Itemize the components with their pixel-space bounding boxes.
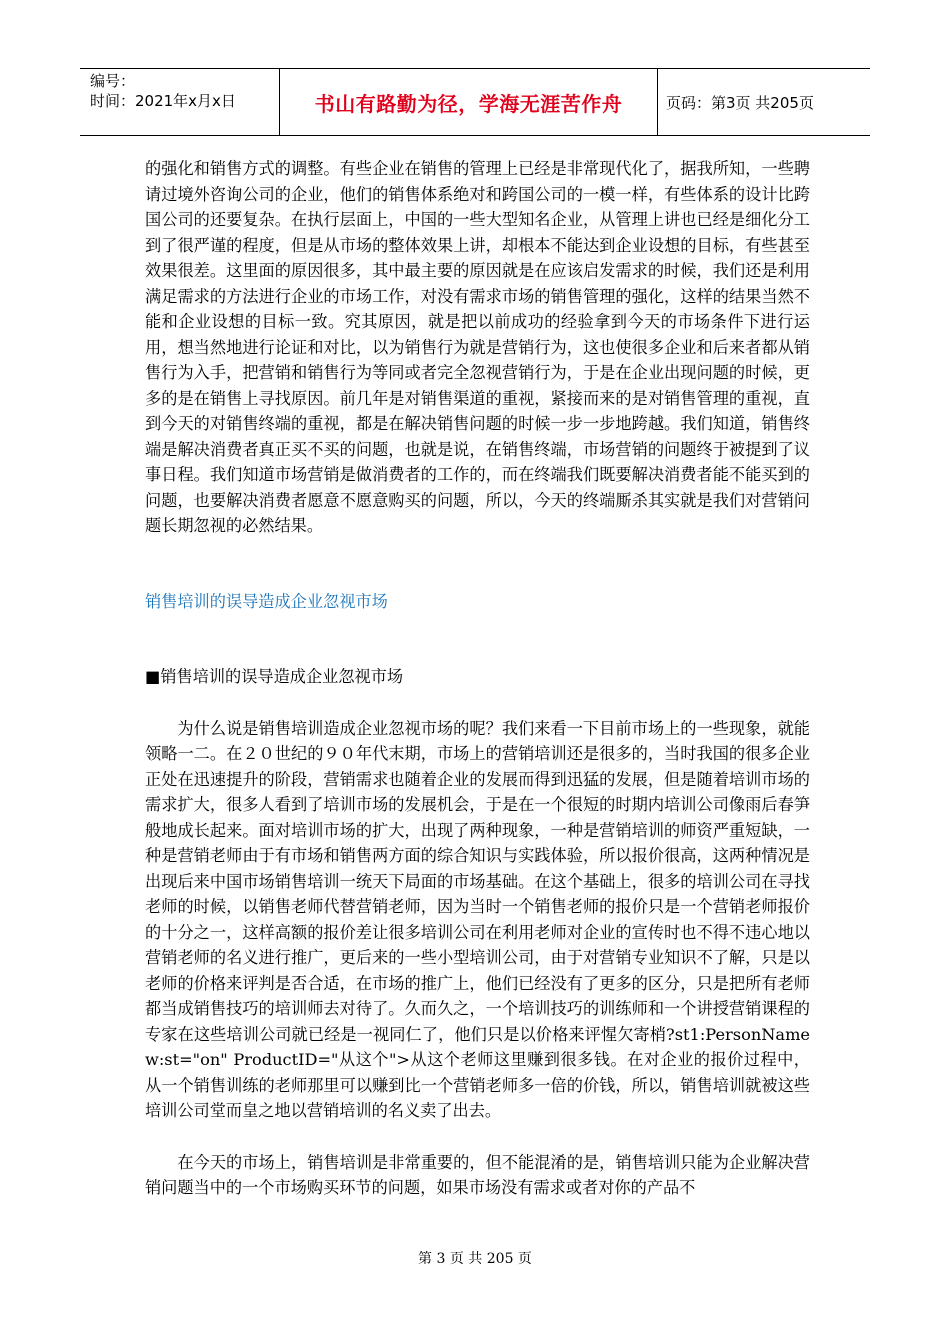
header-meta: [80, 69, 280, 135]
body-paragraph: 在今天的市场上，销售培训是非常重要的，但不能混淆的是，销售培训只能为企业解决营销问题当中的一个市场购买环节的问题，如果市场没有需求或者对你的产品不: [145, 1152, 810, 1197]
body-paragraph: 为什么说是销售培训造成企业忽视市场的呢？我们来看一下目前市场上的一些现象，就能领略一二。在２０世纪的９０年代末期，市场上的营销培训还是很多的，当时我国的很多企业正处在迅速提升的阶段，营销需求也随着企业的发展而得到迅猛的发展，但是随着培训市场的需求扩大，很多人看到了培训市场的发展机会，于是在一个很短的时期内培训公司像雨后春笋般地成长起来。面对培训市场的扩大，出现了两种现象，一种是营销培训的师资严重短缺，一种是营销老师由于有市场和销售两方面的综合知识与实践体验，所以报价很高，这两种情况是出现后来中国市场销售培训一统天下局面的市场基础。在这个基础上，很多的培训公司在寻找老师的时候，以销售老师代替营销老师，因为当时一个销售老师的报价只是一个营销老师报价的十分之一，这样高额的报价差让很多培训公司在利用老师对企业的宣传时也不得不违心地以营销老师的名义进行推广，更后来的一些小型培训公司，由于对营销专业知识不了解，只是以老师的价格来评判是否合适，在市场的推广上，他们已经没有了更多的区分，只是把所有老师都当成销售技巧的培训师去对待了。久而久之，一个培训技巧的训练师和一个讲授营销课程的专家在这些培训公司就已经是一视同仁了，他们只是以价格来评惺欠寄梢?st1:PersonName w:st="on" ProductID="从这个">从这个老师这里赚到很多钱。在对企业的报价过程中，从一个销售训练的老师那里可以赚到比一个营销老师多一倍的价钱，所以，销售培训就被这些培训公司堂而皇之地以营销培训的名义卖了出去。: [145, 718, 810, 1120]
page-footer: 第 3 页 共 205 页: [418, 1251, 532, 1267]
page-header: [80, 68, 870, 136]
header-page-info: 页码：第3页 共205页: [666, 93, 814, 112]
body-paragraph: 的强化和销售方式的调整。有些企业在销售的管理上已经是非常现代化了，据我所知，一些聘请过境外咨询公司的企业，他们的销售体系绝对和跨国公司的一模一样，有些体系的设计比跨国公司的还要复杂。在执行层面上，中国的一些大型知名企业，从管理上讲也已经是细化分工到了很严谨的程度，但是从市场的整体效果上讲，却根本不能达到企业设想的目标，有些甚至效果很差。这里面的原因很多，其中最主要的原因就是在应该启发需求的时候，我们还是利用满足需求的方法进行企业的市场工作，对没有需求市场的销售管理的强化，这样的结果当然不能和企业设想的目标一致。究其原因，就是把以前成功的经验拿到今天的市场条件下进行运用，想当然地进行论证和对比，以为销售行为就是营销行为，这也使很多企业和后来者都从销售行为入手，把营销和销售行为等同或者完全忽视营销行为，于是在企业出现问题的时候，更多的是在销售上寻找原因。前几年是对销售渠道的重视，紧接而来的是对销售管理的重视，直到今天的对销售终端的重视，都是在解决销售问题的时候一步一步地跨越。我们知道，销售终端是解决消费者真正买不买的问题，也就是说，在销售终端，市场营销的问题终于被提到了议事日程。我们知道市场营销是做消费者的工作的，而在终端我们既要解决消费者能不能买到的问题，也要解决消费者愿意不愿意购买的问题，所以，今天的终端厮杀其实就是我们对营销问题长期忽视的必然结果。: [145, 159, 810, 535]
document-number-label: 编号：: [90, 72, 136, 90]
document-date-label: 时间：2021年x月x日: [90, 92, 236, 110]
section-heading-link[interactable]: 销售培训的误导造成企业忽视市场: [145, 591, 388, 611]
document-body: [145, 156, 810, 1201]
header-motto: 书山有路勤为径，学海无涯苦作舟: [280, 69, 658, 135]
section-subheading: ■销售培训的误导造成企业忽视市场: [145, 667, 404, 686]
